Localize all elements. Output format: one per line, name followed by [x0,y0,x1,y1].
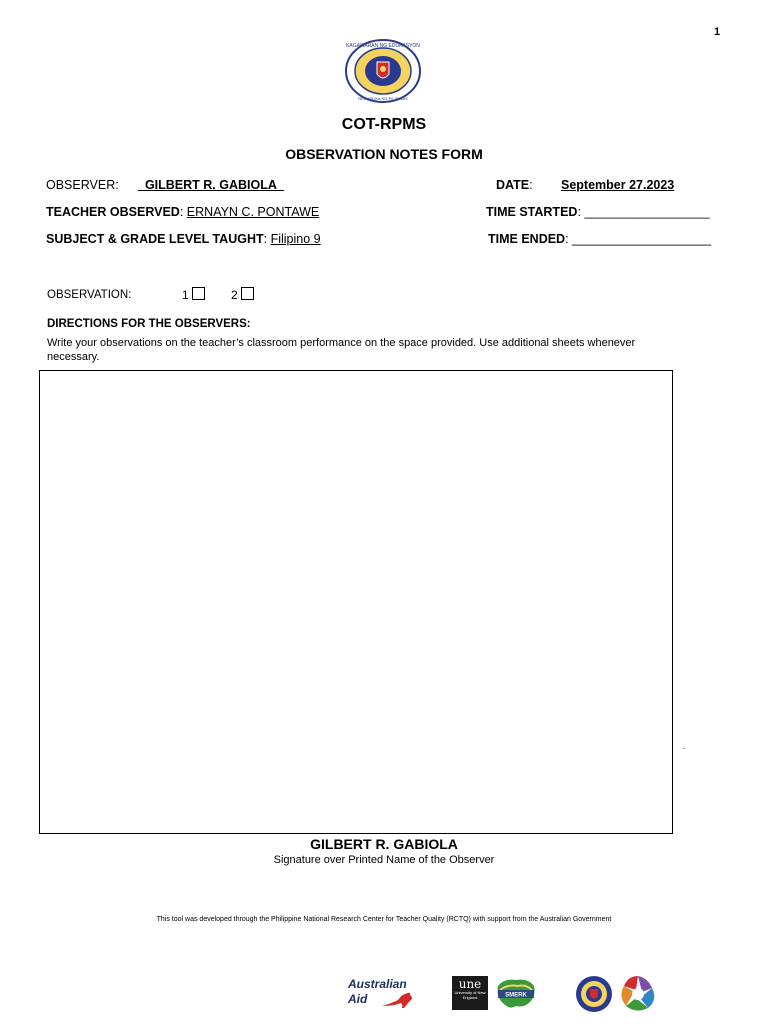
directions-heading: DIRECTIONS FOR THE OBSERVERS: [47,318,251,330]
time-ended-value[interactable]: : ____________________ [565,232,712,246]
date-value[interactable]: September 27.2023 [561,178,675,192]
observer-label: OBSERVER: [46,178,119,192]
smerk-logo [494,976,538,1012]
directions-text: Write your observations on the teacher’s classroom performance on the space provided. Use additional sheets whenever necessary. [47,337,636,363]
une-logo-subtext: University of New England [454,990,486,1000]
signature-caption: Signature over Printed Name of the Observer [273,854,495,866]
rctq-logo [618,974,658,1012]
form-title: COT-RPMS [341,116,427,133]
seal-text-bottom: REPUBLIKA NG PILIPINAS [358,96,408,101]
australian-aid-text-2: Aid [348,992,368,1006]
teacher-value[interactable]: ERNAYN C. PONTAWE [186,205,320,219]
observation-option-2[interactable] [231,287,254,302]
signature-name: GILBERT R. GABIOLA [310,836,458,852]
observation-label: OBSERVATION: [47,289,132,301]
date-colon: : [529,178,533,192]
subject-colon: : [263,232,268,246]
observation-1-checkbox[interactable] [192,287,205,300]
une-logo-text: une [458,977,482,991]
smerk-logo-text: SMERK [505,992,527,999]
observation-option-2-label: 2 [231,288,238,302]
deped-seal-small-logo [575,975,613,1013]
subject-field [46,232,321,246]
date-field [496,178,533,192]
time-started-label: TIME STARTED [486,205,578,219]
teacher-label: TEACHER OBSERVED [46,205,180,219]
teacher-field [46,205,319,219]
time-started-value[interactable]: : __________________ [577,205,710,219]
date-label: DATE [496,178,530,192]
observation-option-1-label: 1 [182,288,189,302]
kangaroo-icon [380,990,420,1010]
time-ended-label: TIME ENDED [488,232,566,246]
footer-note: This tool was developed through the Philippine National Research Center for Teacher Quality (RCTQ) with support from the Australian Government [156,916,612,923]
observation-2-checkbox[interactable] [241,287,254,300]
australian-aid-logo [348,978,426,1010]
observer-value[interactable]: _GILBERT R. GABIOLA_ [138,178,284,192]
australian-aid-text-1: Australian [348,977,407,991]
teacher-colon: : [179,205,184,219]
observation-notes-box[interactable] [39,370,673,834]
subject-value[interactable]: Filipino 9 [270,232,321,246]
seal-text-top: KAGAWARAN NG EDUKASYON [346,43,420,49]
deped-seal-logo [344,38,422,104]
stray-mark: . [683,742,686,751]
subject-label: SUBJECT & GRADE LEVEL TAUGHT [46,232,264,246]
observation-option-1[interactable] [182,287,205,302]
form-subtitle: OBSERVATION NOTES FORM [285,146,483,162]
une-logo [452,976,488,1010]
time-started-field [486,205,710,219]
page-number: 1 [714,26,721,38]
time-ended-field [488,232,711,246]
